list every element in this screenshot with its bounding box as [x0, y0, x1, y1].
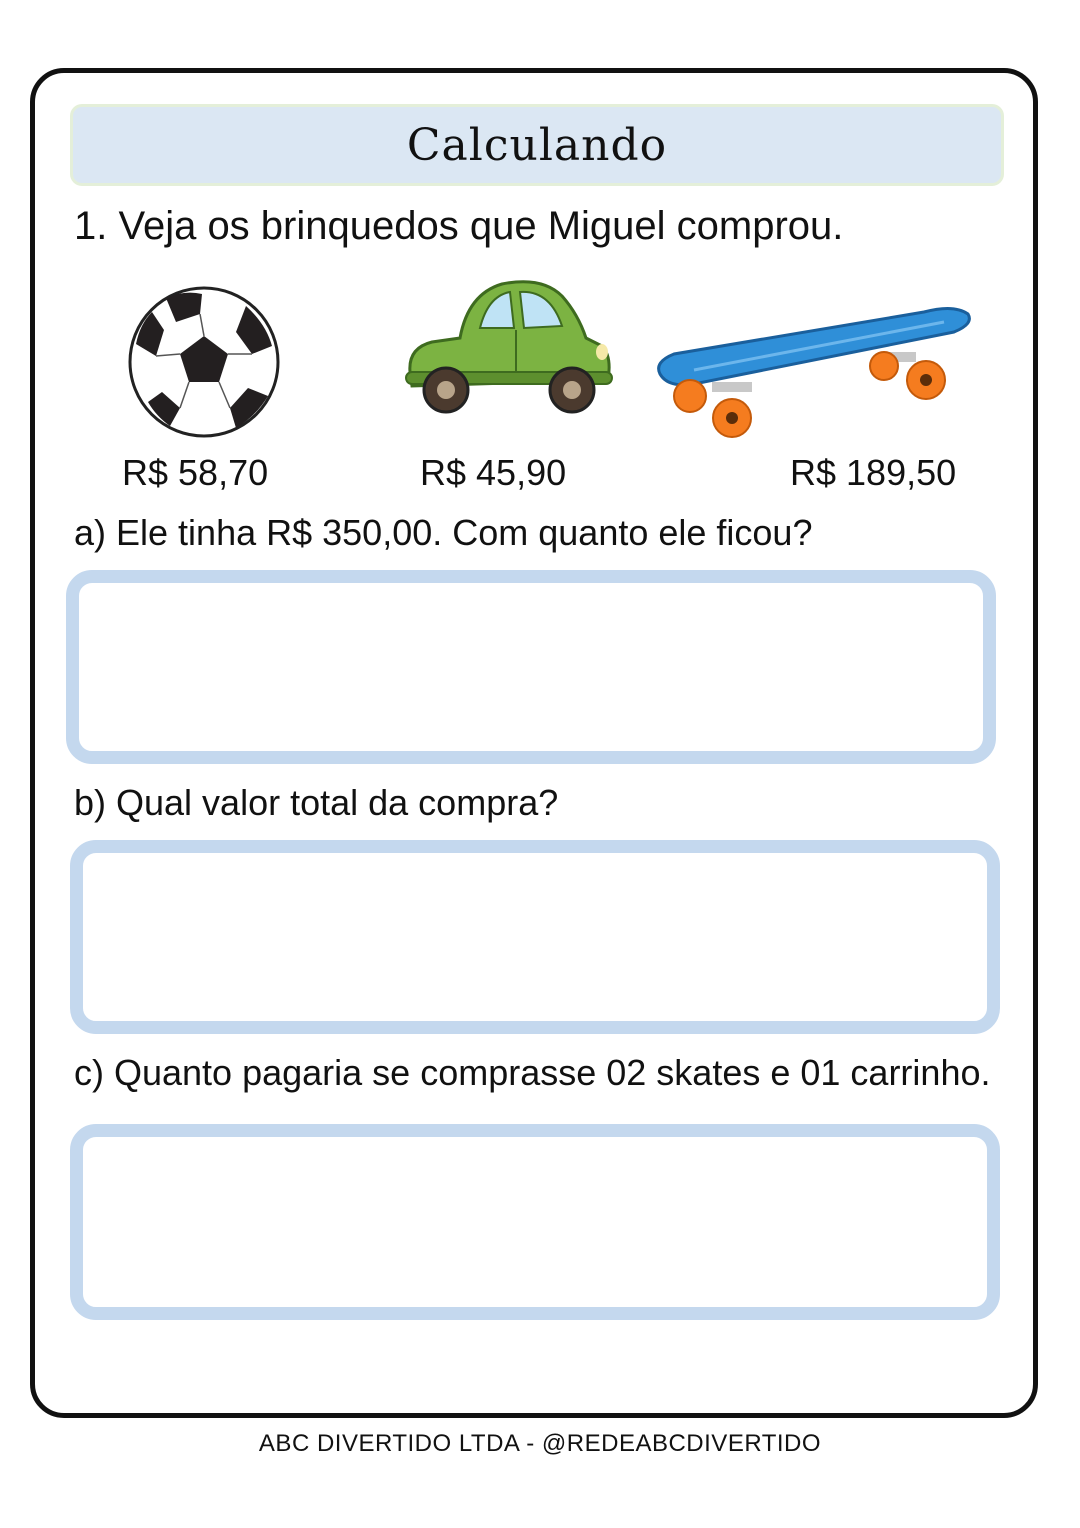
answer-box-b[interactable] — [70, 840, 1000, 1034]
car-price: R$ 45,90 — [420, 452, 567, 493]
toy-car-icon — [402, 276, 614, 418]
ball-price: R$ 58,70 — [122, 452, 269, 493]
question-1: 1. Veja os brinquedos que Miguel comprou. — [74, 204, 844, 248]
skateboard-price: R$ 189,50 — [790, 452, 957, 493]
title-banner — [70, 104, 1004, 186]
question-c: c) Quanto pagaria se comprasse 02 skates e 01 carrinho. — [74, 1052, 991, 1093]
question-b: b) Qual valor total da compra? — [74, 782, 559, 823]
question-a: a) Ele tinha R$ 350,00. Com quanto ele ficou? — [74, 512, 813, 553]
answer-box-a[interactable] — [66, 570, 996, 764]
answer-box-c[interactable] — [70, 1124, 1000, 1320]
skateboard-icon — [654, 300, 974, 446]
soccer-ball-icon — [126, 284, 282, 440]
footer-credit: ABC DIVERTIDO LTDA - @REDEABCDIVERTIDO — [258, 1430, 822, 1457]
page-title: Calculando — [406, 119, 668, 171]
